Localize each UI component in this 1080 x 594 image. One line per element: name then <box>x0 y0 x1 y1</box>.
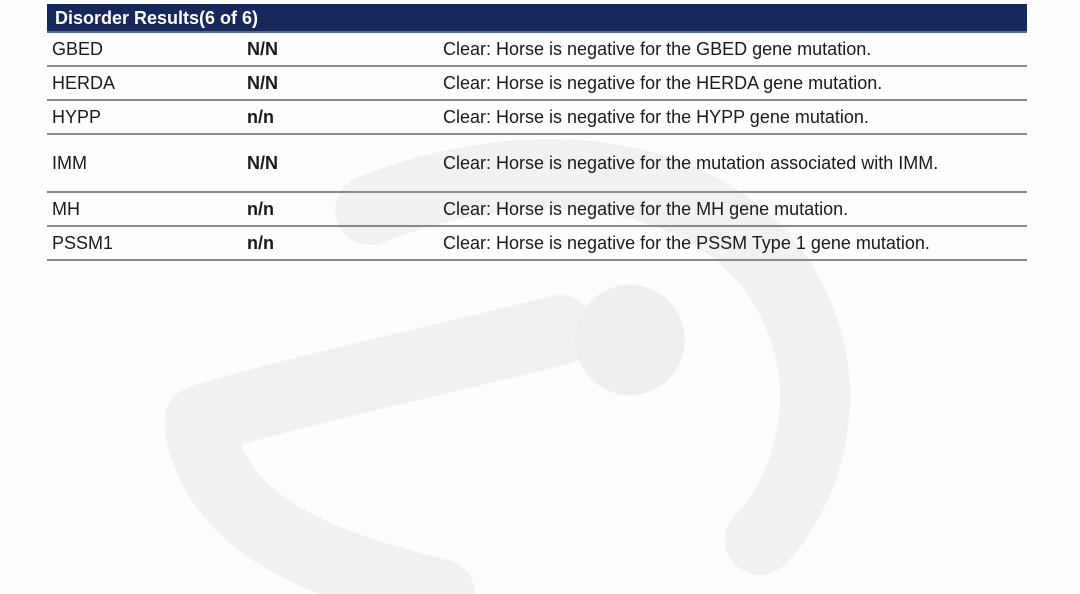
genotype: n/n <box>247 232 274 253</box>
table-row <box>47 67 1027 101</box>
genotype: N/N <box>247 152 278 173</box>
table-row <box>47 101 1027 135</box>
disorder-name: HERDA <box>52 72 116 93</box>
table-row <box>47 33 1027 67</box>
disorder-name: PSSM1 <box>52 232 114 253</box>
table-title: Disorder Results(6 of 6) <box>47 4 1027 33</box>
disorder-name: MH <box>52 198 80 219</box>
disorder-name: HYPP <box>52 106 102 127</box>
result-text: Clear: Horse is negative for the GBED gene mutation. <box>443 39 872 59</box>
result-text: Clear: Horse is negative for the mutation associated with IMM. <box>443 153 939 173</box>
table-row <box>47 193 1027 227</box>
result-text: Clear: Horse is negative for the MH gene mutation. <box>443 199 849 219</box>
watermark-dot <box>575 285 685 395</box>
result-text: Clear: Horse is negative for the HYPP gene mutation. <box>443 107 869 127</box>
table-row <box>47 135 1027 193</box>
watermark-stroke <box>200 330 560 420</box>
genotype: N/N <box>247 72 278 93</box>
disorder-name: IMM <box>52 152 87 173</box>
result-text: Clear: Horse is negative for the PSSM Type 1 gene mutation. <box>443 233 930 253</box>
result-text: Clear: Horse is negative for the HERDA gene mutation. <box>443 73 883 93</box>
disorder-name: GBED <box>52 38 104 59</box>
disorder-results-table <box>47 4 1027 261</box>
watermark-tail <box>200 430 440 594</box>
table-row <box>47 227 1027 261</box>
genotype: N/N <box>247 38 278 59</box>
genotype: n/n <box>247 106 274 127</box>
genotype: n/n <box>247 198 274 219</box>
